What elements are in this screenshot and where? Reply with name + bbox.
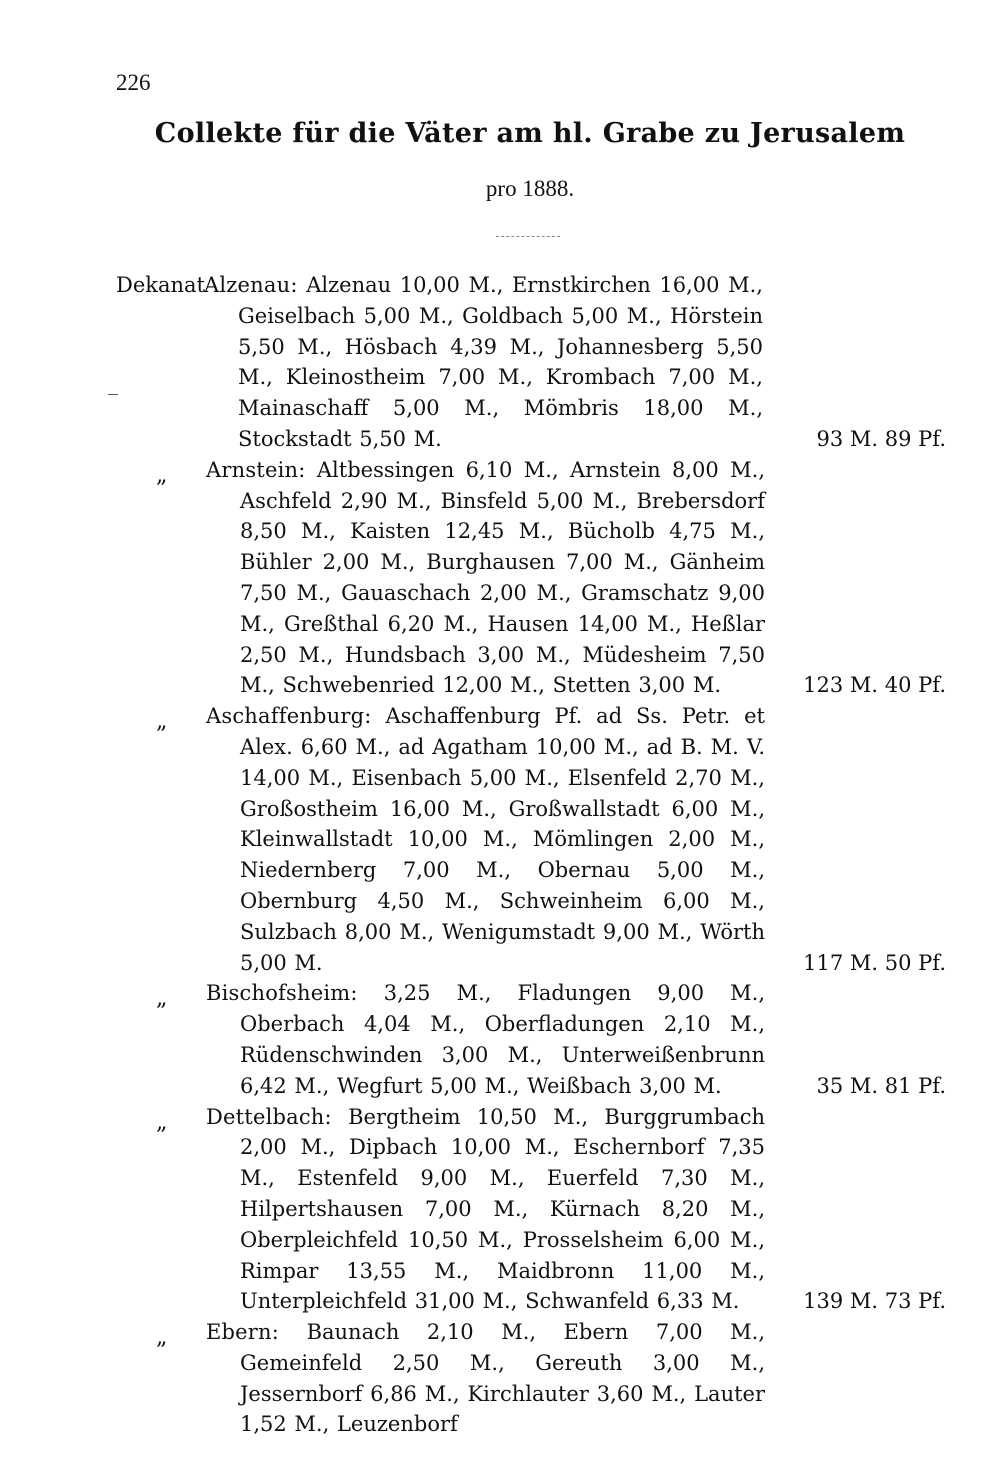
entry-text-block — [206, 701, 765, 978]
entry-name: Arnstein: — [206, 457, 306, 482]
ditto-mark: „ — [156, 1325, 168, 1351]
entry-text-block — [206, 978, 765, 1101]
entry-text: Aschaffenburg Pf. ad Ss. Petr. et Alex. 6,60 M., ad Agatham 10,00 M., ad B. M. V. 14,00 M., Eisenbach 5,00 M., Elsenfeld 2,70 M., Großostheim 16,00 M., Großwallstadt 6,00 M., Kleinwallstadt 10,00 M., Mömlingen 2,00 M., Niedernberg 7,00 M., Obernau 5,00 M., Obernburg 4,50 M., Schweinheim 6,00 M., Sulzbach 8,00 M., Wenigumstadt 9,00 M., Wörth 5,00 M. — [240, 704, 765, 975]
title-divider — [496, 236, 560, 237]
entry-ebern — [0, 1317, 1000, 1440]
entry-text-block — [206, 1102, 765, 1318]
entry-total: 123 M. 40 Pf. — [803, 673, 946, 698]
ditto-mark: „ — [156, 462, 168, 488]
entry-total: 117 M. 50 Pf. — [803, 950, 946, 975]
page-title: Collekte für die Väter am hl. Grabe zu Jerusalem — [154, 118, 906, 149]
entry-text: 3,25 M., Fladungen 9,00 M., Oberbach 4,04 M., Oberfladungen 2,10 M., Rüdenschwinden 3,00 M., Unterweißenbrunn 6,42 M., Wegfurt 5,00 M., Weißbach 3,00 M. — [240, 981, 765, 1098]
page-subtitle: pro 1888. — [485, 176, 575, 201]
entry-text: Bergtheim 10,50 M., Burggrumbach 2,00 M., Dipbach 10,00 M., Eschernborf 7,35 M., Estenfeld 9,00 M., Euerfeld 7,30 M., Hilpertshausen 7,00 M., Kürnach 8,20 M., Oberpleichfeld 10,50 M., Prosselsheim 6,00 M., Rimpar 13,55 M., Maidbronn 11,00 M., Unterpleichfeld 31,00 M., Schwanfeld 6,33 M. — [240, 1104, 765, 1314]
entry-text-block — [206, 455, 765, 701]
collection-list — [0, 270, 1000, 1440]
entry-text-block — [206, 1317, 765, 1440]
page-number: 226 — [116, 70, 151, 95]
ditto-mark: „ — [156, 1109, 168, 1135]
entry-total: 93 M. 89 Pf. — [816, 426, 946, 451]
entry-name: Bischofsheim: — [206, 981, 358, 1006]
entry-total: 35 M. 81 Pf. — [816, 1073, 946, 1098]
entry-name: Aschaffenburg: — [206, 704, 372, 729]
ditto-mark: „ — [156, 986, 168, 1012]
entry-dettelbach — [0, 1102, 1000, 1318]
ditto-mark: „ — [156, 709, 168, 735]
entry-arnstein — [0, 455, 1000, 701]
entry-bischofsheim — [0, 978, 1000, 1101]
entry-name: Alzenau: — [204, 273, 298, 297]
entry-text: Altbessingen 6,10 M., Arnstein 8,00 M., Aschfeld 2,90 M., Binsfeld 5,00 M., Brebersdorf 8,50 M., Kaisten 12,45 M., Bücholb 4,75 M., Bühler 2,00 M., Burghausen 7,00 M., Gänheim 7,50 M., Gauaschach 2,00 M., Gramschatz 9,00 M., Greßthal 6,20 M., Hausen 14,00 M., Heßlar 2,50 M., Hundsbach 3,00 M., Müdesheim 7,50 M., Schwebenried 12,00 M., Stetten 3,00 M. — [240, 457, 765, 698]
entry-name: Dettelbach: — [206, 1104, 332, 1129]
dekanat-label: Dekanat — [116, 273, 205, 297]
entry-aschaffenburg — [0, 701, 1000, 978]
entry-text: Alzenau 10,00 M., Ernstkirchen 16,00 M., Geiselbach 5,00 M., Goldbach 5,00 M., Hörstein 5,50 M., Hösbach 4,39 M., Johannesberg 5,50 M., Kleinostheim 7,00 M., Krombach 7,00 M., Mainaschaff 5,00 M., Mömbris 18,00 M., Stockstadt 5,50 M. — [238, 273, 763, 451]
entry-text: Baunach 2,10 M., Ebern 7,00 M., Gemeinfeld 2,50 M., Gereuth 3,00 M., Jessernborf 6,86 M., Kirchlauter 3,60 M., Lauter 1,52 M., Leuzenborf — [240, 1320, 765, 1437]
entry-name: Ebern: — [206, 1320, 280, 1345]
entry-alzenau — [0, 270, 1000, 455]
entry-text-block — [204, 270, 763, 455]
entry-total: 139 M. 73 Pf. — [803, 1289, 946, 1314]
